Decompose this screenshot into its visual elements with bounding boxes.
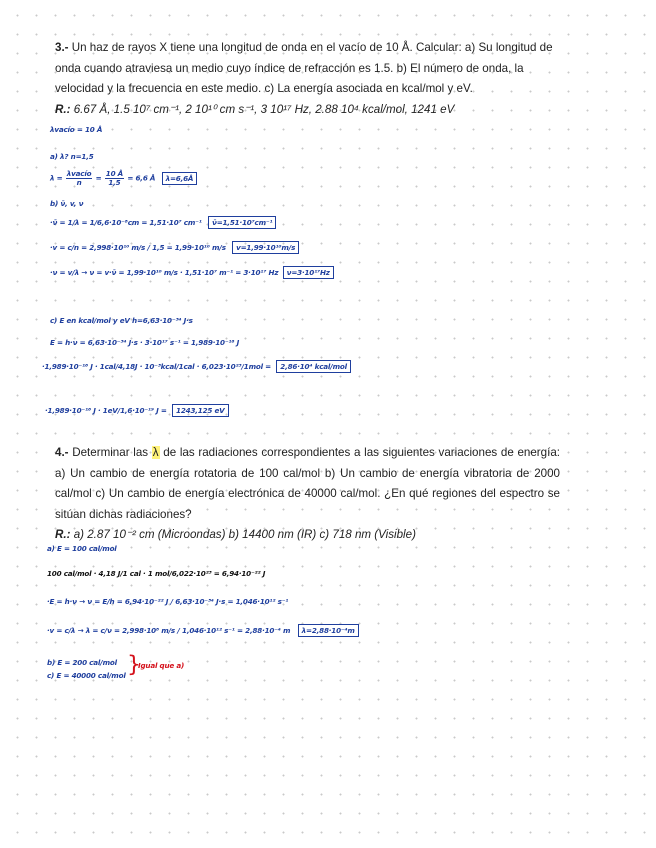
problem-4-text-after: de las radiaciones correspondientes a las siguientes variaciones de energía: a) Un cambio de energía rotatoria de 100 cal/mol b) Un cambio de energía vibratoria de 2000 cal/mol c) Un cambio de energía electrónica de 40000 cal/mol. ¿En qué regiones del espectro se sitúan dichas radiaciones? (55, 446, 561, 521)
part-b-header: b) ν̄, v, ν (50, 199, 84, 208)
p4-part-b: b) E = 200 cal/mol (47, 658, 117, 667)
result: = 6,6 Å (127, 173, 156, 183)
problem-4-number: 4.- (55, 446, 69, 459)
fraction-den: 1,5 (108, 178, 121, 187)
kcal-conversion (42, 362, 351, 371)
answer-box: v=1,99·10¹⁰m/s (232, 241, 299, 254)
answer-label: R.: (55, 102, 71, 116)
answer-box: ν̄=1,51·10⁷cm⁻¹ (208, 216, 276, 229)
answer-text: 6.67 Å, 1.5 10⁷ cm⁻¹, 2 10¹⁰ cm s⁻¹, 3 10¹⁷ Hz, 2.88 10⁴ kcal/mol, 1241 eV (70, 102, 455, 116)
answer-box: 2,86·10⁴ kcal/mol (276, 360, 351, 373)
frequency-text: ·ν = v/λ → ν = v·ν̄ = 1,99·10¹⁰ m/s · 1,51·10⁷ m⁻¹ = 3·10¹⁷ Hz (50, 268, 279, 277)
part-a-calc (50, 170, 197, 187)
fraction (66, 170, 93, 187)
problem-4-statement (55, 443, 560, 546)
answer-label: R.: (55, 528, 71, 541)
p4-frequency-calc: ·E = h·ν → ν = E/h = 6,94·10⁻²² J / 6,63·10⁻³⁴ J·s = 1,046·10¹² s⁻¹ (47, 597, 289, 606)
ev-text: ·1,989·10⁻¹⁶ J · 1eV/1,6·10⁻¹⁹ J = (45, 406, 167, 415)
fraction (105, 170, 124, 187)
lambda-label: λ = (50, 173, 65, 183)
velocity-text: ·v = c/n = 2,998·10¹⁰ m/s / 1,5 = 1,99·10¹⁰ m/s (50, 243, 226, 252)
answer-box: 1243,125 eV (172, 404, 228, 417)
lambda-text: ·v = c/λ → λ = c/ν = 2,998·10⁸ m/s / 1,046·10¹² s⁻¹ = 2,88·10⁻⁴ m (47, 626, 291, 635)
ev-conversion (45, 406, 229, 415)
kcal-text: ·1,989·10⁻¹⁶ J · 1cal/4,18J · 10⁻³kcal/1cal · 6,023·10²³/1mol = (42, 362, 271, 371)
brace-glyph: } (127, 652, 141, 678)
fraction-num: λvacío (66, 169, 92, 178)
answer-box: λ=6,6Å (162, 172, 198, 185)
answer-box: ν=3·10¹⁷Hz (283, 266, 334, 279)
part-a-header: a) λ? n=1,5 (50, 152, 94, 161)
equals: = (95, 173, 104, 183)
p4-lambda-calc (47, 626, 359, 635)
p4-cal-conversion: 100 cal/mol · 4,18 J/1 cal · 1 mol/6,022·10²³ = 6,94·10⁻²² J (47, 569, 266, 578)
energy-calc: E = h·ν = 6,63·10⁻³⁴ J·s · 3·10¹⁷ s⁻¹ = 1,989·10⁻¹⁶ J (50, 338, 240, 347)
wavenumber-calc (50, 218, 276, 227)
fraction-den: n (76, 178, 82, 187)
problem-3-answer (55, 100, 560, 121)
fraction-num: 10 Å (105, 169, 124, 178)
p4-part-c: c) E = 40000 cal/mol (47, 671, 126, 680)
frequency-calc (50, 268, 334, 277)
problem-3-number: 3.- (55, 41, 69, 54)
problem-3-statement (55, 38, 560, 120)
p4-part-a-header: a) E = 100 cal/mol (47, 544, 117, 553)
problem-4-text-before: Determinar las (68, 446, 152, 459)
lambda-highlight: λ (152, 446, 159, 459)
part-c-header: c) E en kcal/mol y eV h=6,63·10⁻³⁴ J·s (50, 316, 193, 325)
red-note: Igual que a) (138, 661, 185, 670)
problem-3-text: Un haz de rayos X tiene una longitud de onda en el vacío de 10 Å. Calcular: a) Su longitud de onda cuando atraviesa un medio cuyo índice de refracción es 1.5. b) El número de onda, la velocidad y la frecuencia en este medio. c) La energía asociada en kcal/mol y eV. (55, 41, 553, 95)
velocity-calc (50, 243, 299, 252)
answer-text: a) 2.87 10⁻² cm (Microondas) b) 14400 nm (IR) c) 718 nm (Visible) (70, 528, 416, 541)
given-lambda: λvacío = 10 Å (50, 125, 103, 134)
answer-box: λ=2,88·10⁻⁴m (298, 624, 359, 637)
wavenumber-text: ·ν̄ = 1/λ = 1/6,6·10⁻⁸cm = 1,51·10⁷ cm⁻¹ (50, 218, 202, 227)
problem-4-answer (55, 525, 560, 546)
